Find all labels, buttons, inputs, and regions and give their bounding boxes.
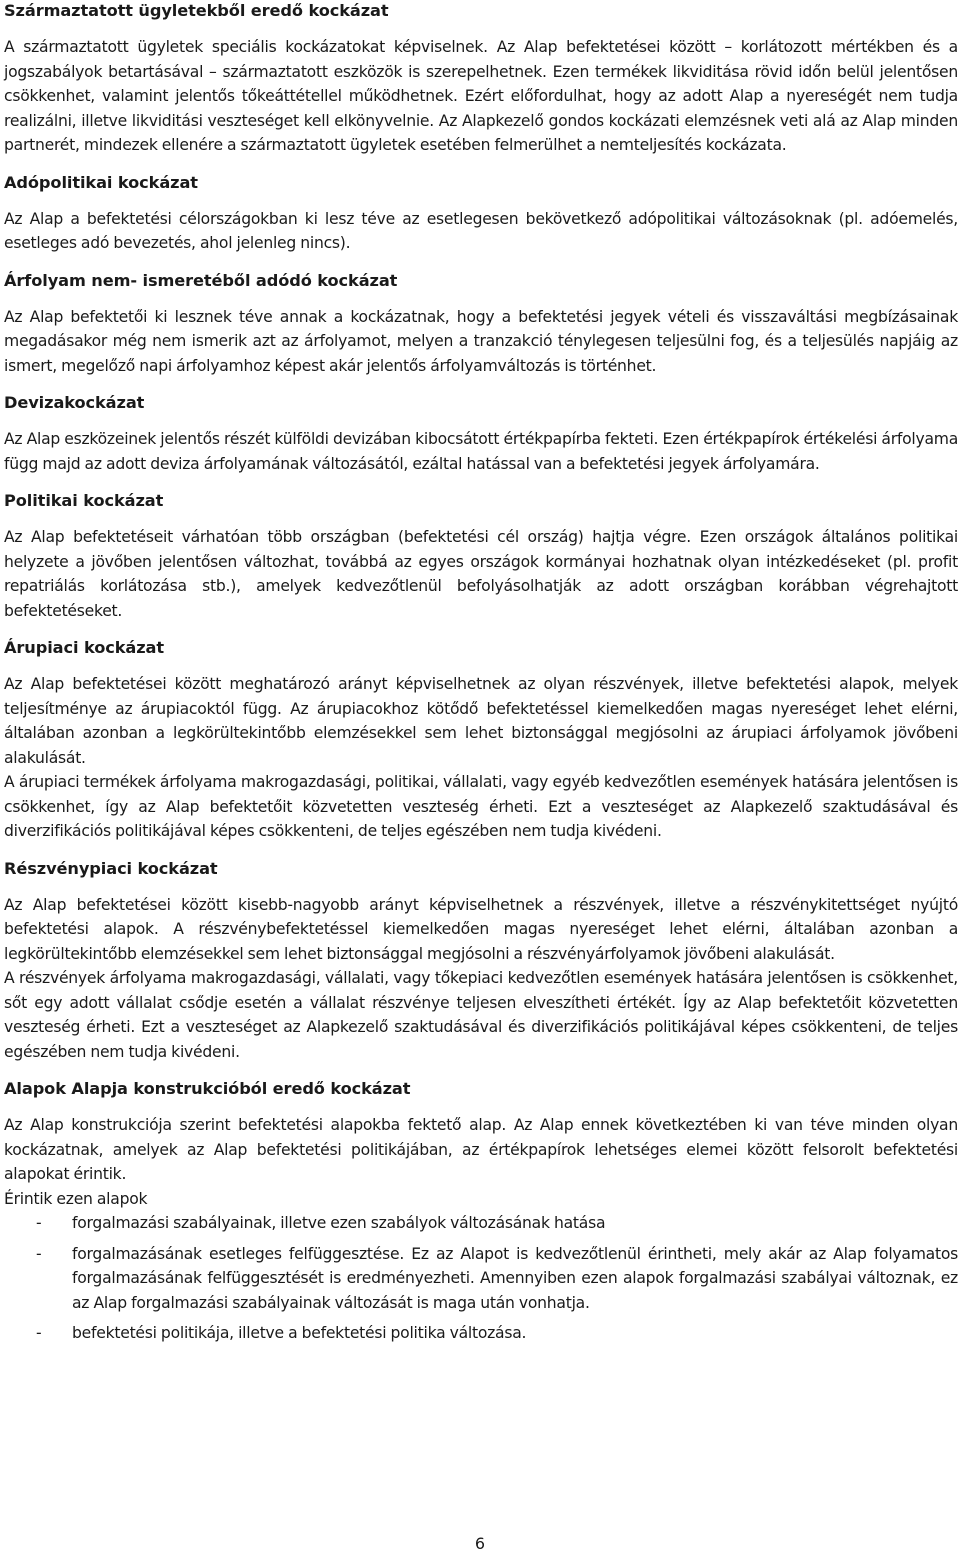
section-heading: Árupiaci kockázat: [4, 638, 164, 657]
section-heading: Politikai kockázat: [4, 491, 164, 510]
section-paragraph: Az Alap befektetői ki lesznek téve annak a kockázatnak, hogy a befektetési jegyek vételi és visszaváltási megbízásainak megadásakor még nem ismerik azt az árfolyamot, melyen a tranzakció ténylegesen teljesülni fog, és a teljesülés napjáig az ismert, megelőző napi árfolyamhoz képest akár jelentős árfolyamváltozás is történhet.: [4, 307, 958, 375]
section-currency-risk: [4, 392, 958, 476]
list-item: [4, 1321, 958, 1346]
document-page: [4, 0, 958, 1352]
section-heading: Adópolitikai kockázat: [4, 172, 198, 192]
dash-marker: -: [36, 1324, 42, 1342]
section-heading: Részvénypiaci kockázat: [4, 858, 218, 878]
section-heading: Alapok Alapja konstrukcióból eredő kockázat: [4, 1079, 411, 1098]
section-commodity-risk: [4, 637, 958, 844]
list-item-text: befektetési politikája, illetve a befektetési politika változása.: [72, 1324, 527, 1342]
section-paragraph: Az Alap befektetéseit várhatóan több országban (befektetési cél ország) hajtja végre. Ezen országok általános politikai helyzete a jövőben jelentősen változhat, továbbá az egyes országok kormányai hozhatnak olyan intézkedéseket (pl. profit repatriálás korlátozása stb.), amelyek kedvezőtlenül befolyásolhatják az adott országban korábban végrehajtott befektetéseket.: [4, 528, 958, 620]
section-paragraph: A származtatott ügyletek speciális kockázatokat képviselnek. Az Alap befektetései között – korlátozott mértékben és a jogszabályok betartásával – származtatott eszközök is szerepelhetnek. Ezen termékek likviditása rövid időn belül jelentősen csökkenhet, valamint jelentős tőkeáttétellel működhetnek. Ezért előfordulhat, hogy az adott Alap a nyereségét nem tudja realizálni, illetve likviditási veszteséget kell elkönyvelnie. Az Alapkezelő gondos kockázati elemzésnek veti alá az Alap minden partnerét, mindezek ellenére a származtatott ügyletek esetében felmerülhet a nemteljesítés kockázata.: [4, 38, 958, 154]
dash-marker: -: [36, 1214, 42, 1232]
page-number: 6: [474, 1534, 486, 1553]
list-item-text: forgalmazásának esetleges felfüggesztése. Ez az Alapot is kedvezőtlenül érintheti, mely akár az Alap folyamatos forgalmazásának felfüggesztését is eredményezheti. Amennyiben ezen alapok forgalmazási szabályai változnak, ez az Alap forgalmazási szabályainak változását is maga után vonhatja.: [72, 1244, 958, 1312]
section-paragraph: Az Alap befektetései között meghatározó arányt képviselhetnek az olyan részvények, illetve befektetési alapok, melyek teljesítménye az árupiacoktól függ. Az árupiacokhoz kötődő befektetéssel kiemelkedően magas nyereséget lehet elérni, általában azonban a legkörültekintőbb elemzésekkel sem lehet biztonsággal megjósolni az árupiaci árfolyamok jövőbeni alakulását.: [4, 675, 958, 767]
section-equity-risk: [4, 858, 958, 1065]
section-political-risk: [4, 490, 958, 623]
dash-marker: -: [36, 1244, 42, 1263]
section-tax-policy-risk: [4, 172, 958, 256]
section-heading: Származtatott ügyletekből eredő kockázat: [4, 1, 389, 20]
affected-items-list: [4, 1211, 958, 1346]
section-paragraph: Az Alap konstrukciója szerint befektetési alapokba fektető alap. Az Alap ennek következtében ki van téve minden olyan kockázatnak, amelyek az Alap befektetési politikájában, az értékpapírok lehetséges elemei között felsorolt befektetési alapokat érintik.: [4, 1116, 958, 1183]
section-heading: Devizakockázat: [4, 393, 145, 412]
section-paragraph: Az Alap befektetései között kisebb-nagyobb arányt képviselhetnek a részvények, illetve a részvénykitettséget nyújtó befektetési alapok. A részvénybefektetéssel kiemelkedően magas nyereséget lehet elérni, általában azonban a legkörültekintőbb elemzésekkel sem lehet biztonsággal megjósolni a részvényárfolyamok jövőbeni alakulását.: [4, 895, 958, 963]
section-derivatives-risk: [4, 0, 958, 158]
section-heading: Árfolyam nem- ismeretéből adódó kockázat: [4, 270, 398, 290]
section-paragraph: A részvények árfolyama makrogazdasági, vállalati, vagy tőkepiaci kedvezőtlen események hatására jelentősen is csökkenhet, sőt egy adott vállalat csődje esetén a vállalat részvénye teljesen elveszítheti értékét. Így az Alap befektetőit közvetetten veszteség érheti. Ezt a veszteséget az Alapkezelő szaktudásával és diverzifikációs politikájával képes csökkenteni, de teljes egészében nem tudja kivédeni.: [4, 969, 958, 1061]
list-item-text: forgalmazási szabályainak, illetve ezen szabályok változásának hatása: [72, 1214, 606, 1232]
section-fund-of-funds-risk: [4, 1078, 958, 1346]
section-paragraph: Az Alap eszközeinek jelentős részét külföldi devizában kibocsátott értékpapírba fekteti. Ezen értékpapírok értékelési árfolyama függ majd az adott deviza árfolyamának változásától, ezáltal hatással van a befektetési jegyek árfolyamára.: [4, 430, 958, 473]
section-paragraph: Érintik ezen alapok: [4, 1189, 148, 1208]
list-item: [4, 1242, 958, 1316]
section-paragraph: A árupiaci termékek árfolyama makrogazdasági, politikai, vállalati, vagy egyéb kedvezőtlen események hatására jelentősen is csökkenhet, így az Alap befektetőit közvetetten veszteség érheti. Ezt a veszteséget az Alapkezelő szaktudásával és diverzifikációs politikájával képes csökkenteni, de teljes egészében nem tudja kivédeni.: [4, 773, 958, 840]
section-unknown-price-risk: [4, 270, 958, 379]
list-item: [4, 1211, 958, 1236]
section-paragraph: Az Alap a befektetési célországokban ki lesz téve az esetlegesen bekövetkező adópolitikai változásoknak (pl. adóemelés, esetleges adó bevezetés, ahol jelenleg nincs).: [4, 209, 958, 252]
